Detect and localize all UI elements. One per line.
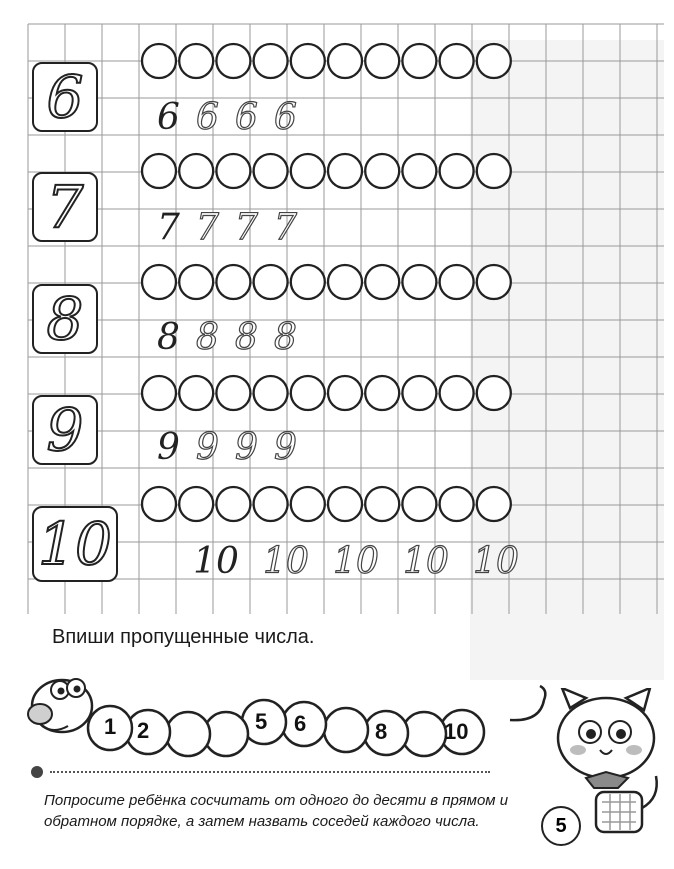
writing-circle[interactable] — [142, 487, 176, 521]
trace-digit: 10 — [263, 541, 309, 582]
page-number-badge: 5 — [541, 806, 581, 846]
trace-digit: 6 — [196, 97, 219, 138]
writing-circle[interactable] — [254, 44, 288, 78]
digit-box-7 — [32, 172, 98, 242]
writing-circle[interactable] — [365, 154, 399, 188]
trace-digit: 10 — [333, 541, 379, 582]
trace-digit: 8 — [235, 317, 258, 358]
writing-circle[interactable] — [402, 487, 436, 521]
caterpillar-number: 10 — [444, 719, 469, 744]
tracing-row-10 — [186, 542, 526, 582]
writing-circle[interactable] — [477, 376, 511, 410]
writing-circle[interactable] — [216, 44, 250, 78]
caterpillar-number: 8 — [375, 719, 388, 744]
writing-circle[interactable] — [365, 376, 399, 410]
writing-circle[interactable] — [254, 154, 288, 188]
digit-box-8 — [32, 284, 98, 354]
writing-circle[interactable] — [291, 44, 325, 78]
trace-digit: 9 — [196, 427, 219, 468]
writing-circle[interactable] — [328, 265, 362, 299]
task-instruction: Впиши пропущенные числа. — [52, 626, 315, 648]
trace-digit: 7 — [196, 207, 219, 248]
trace-digit: 9 — [157, 427, 180, 468]
trace-digit: 10 — [193, 541, 239, 582]
sample-digit: 7 — [46, 173, 84, 241]
trace-digit: 7 — [157, 207, 180, 248]
trace-digit: 6 — [157, 97, 180, 138]
tracing-row-9 — [152, 428, 302, 468]
writing-circle[interactable] — [179, 265, 213, 299]
tracing-row-7 — [152, 208, 302, 248]
writing-circle[interactable] — [254, 376, 288, 410]
bleed-through-background — [470, 40, 664, 680]
writing-circle[interactable] — [216, 487, 250, 521]
sample-digit: 10 — [38, 510, 112, 578]
caterpillar-segment — [324, 708, 368, 752]
caterpillar-number: 1 — [104, 714, 117, 739]
dotted-divider — [50, 771, 490, 773]
writing-circle[interactable] — [328, 44, 362, 78]
writing-circle[interactable] — [402, 265, 436, 299]
writing-circle[interactable] — [291, 154, 325, 188]
writing-circle[interactable] — [216, 265, 250, 299]
caterpillar-number: 6 — [294, 711, 307, 736]
writing-circle[interactable] — [477, 44, 511, 78]
trace-digit: 8 — [196, 317, 219, 358]
writing-circle[interactable] — [216, 154, 250, 188]
trace-digit: 9 — [235, 427, 258, 468]
writing-circle[interactable] — [365, 44, 399, 78]
writing-circle[interactable] — [440, 265, 474, 299]
writing-circle[interactable] — [328, 376, 362, 410]
sample-digit: 9 — [46, 396, 84, 464]
digit-box-9 — [32, 395, 98, 465]
writing-circle[interactable] — [142, 265, 176, 299]
caterpillar-illustration — [20, 660, 560, 760]
writing-circle[interactable] — [291, 487, 325, 521]
writing-circle[interactable] — [477, 265, 511, 299]
parent-note: Попросите ребёнка сосчитать от одного до десяти в прямом и обратном порядке, а затем назвать соседей каждого числа. — [44, 792, 509, 830]
writing-circle[interactable] — [328, 154, 362, 188]
trace-digit: 10 — [473, 541, 519, 582]
writing-circle[interactable] — [440, 487, 474, 521]
writing-circle[interactable] — [365, 265, 399, 299]
digit-box-10 — [32, 506, 118, 582]
trace-digit: 7 — [235, 207, 258, 248]
trace-digit: 7 — [274, 207, 297, 248]
sample-digit: 8 — [46, 285, 84, 353]
writing-circle[interactable] — [402, 154, 436, 188]
writing-circle[interactable] — [254, 265, 288, 299]
writing-circle[interactable] — [142, 154, 176, 188]
writing-circle[interactable] — [402, 376, 436, 410]
sample-digit: 6 — [46, 63, 84, 131]
tracing-row-6 — [152, 98, 302, 138]
writing-circle[interactable] — [440, 154, 474, 188]
caterpillar-number: 5 — [255, 709, 268, 734]
writing-circle[interactable] — [328, 487, 362, 521]
caterpillar-segment — [166, 712, 210, 756]
writing-circle[interactable] — [291, 265, 325, 299]
writing-circle[interactable] — [365, 487, 399, 521]
writing-circle[interactable] — [179, 154, 213, 188]
writing-circle[interactable] — [291, 376, 325, 410]
writing-circle[interactable] — [216, 376, 250, 410]
writing-circle[interactable] — [142, 376, 176, 410]
trace-digit: 8 — [157, 317, 180, 358]
writing-circle[interactable] — [179, 487, 213, 521]
caterpillar-head — [28, 679, 92, 732]
trace-digit: 9 — [274, 427, 297, 468]
writing-circle[interactable] — [477, 487, 511, 521]
trace-digit: 8 — [274, 317, 297, 358]
tracing-row-8 — [152, 318, 302, 358]
writing-circle[interactable] — [477, 154, 511, 188]
caterpillar-number[interactable]: 2 — [137, 718, 150, 743]
writing-circle[interactable] — [254, 487, 288, 521]
writing-circle[interactable] — [440, 44, 474, 78]
trace-digit: 10 — [403, 541, 449, 582]
writing-circle[interactable] — [179, 376, 213, 410]
trace-digit: 6 — [235, 97, 258, 138]
writing-circle[interactable] — [402, 44, 436, 78]
writing-circle[interactable] — [440, 376, 474, 410]
trace-digit: 6 — [274, 97, 297, 138]
digit-box-6 — [32, 62, 98, 132]
bullet-dot — [31, 766, 43, 778]
writing-circle[interactable] — [142, 44, 176, 78]
writing-circle[interactable] — [179, 44, 213, 78]
